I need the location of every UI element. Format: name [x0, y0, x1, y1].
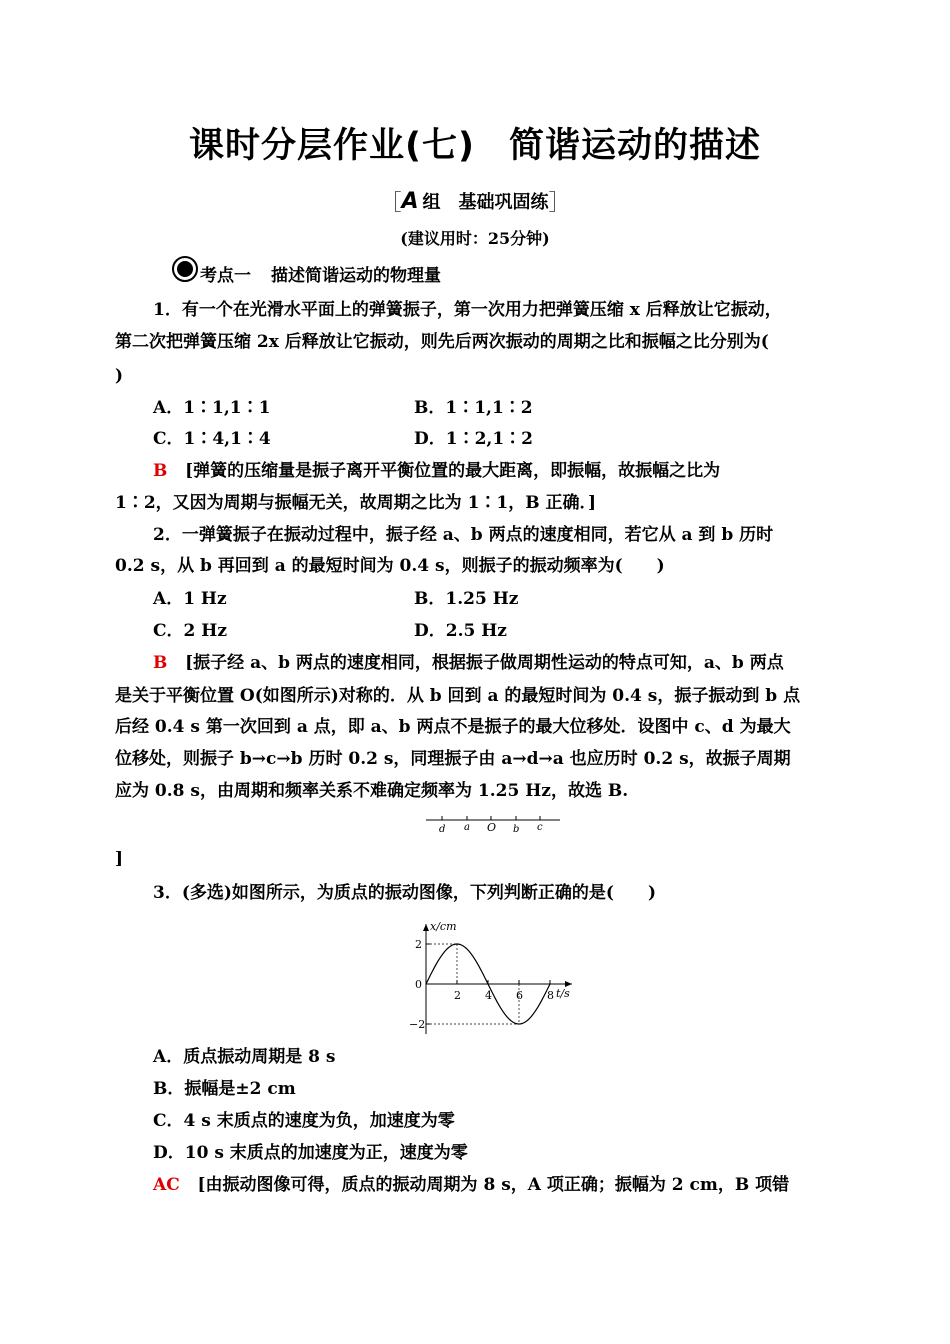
q2-line1: 2．一弹簧振子在振动过程中，振子经 a、b 两点的速度相同，若它从 a 到 b 历时: [153, 525, 774, 545]
q2-explanation-line2: 是关于平衡位置 O(如图所示)对称的．从 b 回到 a 的最短时间为 0.4 s，振子振动到 b 点: [115, 686, 801, 706]
title-sub: 简谐运动的描述: [508, 126, 761, 166]
q1-line2: 第二次把弹簧压缩 2x 后释放让它振动，则先后两次振动的周期之比和振幅之比分别为(: [115, 332, 769, 352]
q2-option-d: D．2.5 Hz: [414, 621, 507, 641]
q3-line1: 3．(多选)如图所示，为质点的振动图像，下列判断正确的是( ): [153, 883, 657, 903]
kaodian-heading: [172, 260, 441, 286]
q2-option-a: A．1 Hz: [153, 589, 227, 609]
q1-explanation-line1: [153, 460, 720, 482]
y-tick-label: 0: [415, 978, 422, 991]
q3-option-b: B．振幅是±2 cm: [153, 1079, 296, 1099]
q3-explanation-line1: [153, 1174, 789, 1196]
q2-explanation-close: ]: [115, 849, 124, 869]
q2-explanation-line1: [153, 652, 784, 674]
y-tick-label: −2: [409, 1018, 426, 1031]
q3-option-a: A．质点振动周期是 8 s: [153, 1047, 336, 1067]
group-text: 组 基础巩固练: [422, 192, 549, 213]
x-axis-label: t/s: [556, 987, 570, 1000]
q3-option-c: C．4 s 末质点的速度为负，加速度为零: [153, 1111, 455, 1131]
x-tick-label: 4: [485, 989, 492, 1002]
q1-option-d: D．1∶2,1∶2: [414, 429, 533, 449]
group-letter: A: [401, 189, 419, 214]
q2-option-c: C．2 Hz: [153, 621, 227, 641]
y-axis-label: x/cm: [430, 920, 457, 933]
q1-line1: 1．有一个在光滑水平面上的弹簧振子，第一次用力把弹簧压缩 x 后释放让它振动，: [153, 300, 782, 320]
title-main: 课时分层作业(七): [188, 126, 475, 166]
group-label: ［A 组 基础巩固练］: [379, 189, 571, 216]
q3-expl-text1: [由振动图像可得，质点的振动周期为 8 s，A 项正确；振幅为 2 cm，B 项错: [197, 1175, 790, 1195]
q2-explanation-line4: 位移处，则振子 b→c→b 历时 0.2 s，同理振子由 a→d→a 也应历时 0.2 s，故振子周期: [115, 749, 791, 769]
label-c: c: [537, 822, 543, 833]
bullet-icon: [172, 256, 198, 282]
y-tick-label: 2: [415, 938, 422, 951]
page-title: [0, 118, 950, 168]
q3-answer: AC: [153, 1175, 180, 1195]
q2-explanation-line5: 应为 0.8 s，由周期和频率关系不难确定频率为 1.25 Hz，故选 B.: [115, 781, 629, 801]
label-d: d: [439, 824, 446, 835]
label-a: a: [464, 822, 470, 833]
label-O: O: [487, 821, 497, 834]
q1-expl-text1: [弹簧的压缩量是振子离开平衡位置的最大距离，即振幅，故振幅之比为: [185, 461, 721, 481]
y-axis-arrow: [423, 924, 429, 931]
q1-option-a: A．1∶1,1∶1: [153, 398, 271, 418]
suggested-time: (建议用时：25分钟): [400, 229, 550, 248]
kaodian-text: 描述简谐运动的物理量: [271, 265, 441, 286]
q1-line3: ): [115, 366, 124, 386]
q2-explanation-line3: 后经 0.4 s 第一次回到 a 点，即 a、b 两点不是振子的最大位移处．设图中 c、d 为最大: [115, 717, 791, 737]
q1-answer: B: [153, 461, 168, 481]
oscillator-diagram: [424, 812, 564, 838]
x-tick-label: 6: [516, 989, 523, 1002]
q3-option-d: D．10 s 末质点的加速度为正，速度为零: [153, 1143, 468, 1163]
q1-explanation-line2: 1∶2，又因为周期与振幅无关，故周期之比为 1∶1，B 正确．]: [115, 493, 597, 513]
x-tick-label: 8: [547, 989, 554, 1002]
q2-answer: B: [153, 653, 168, 673]
q2-line2: 0.2 s，从 b 再回到 a 的最短时间为 0.4 s，则振子的振动频率为( ): [115, 556, 665, 576]
q2-option-b: B．1.25 Hz: [414, 589, 519, 609]
q1-option-c: C．1∶4,1∶4: [153, 429, 271, 449]
x-tick-label: 2: [454, 989, 461, 1002]
q1-option-b: B．1∶1,1∶2: [414, 398, 533, 418]
q2-expl-text1: [振子经 a、b 两点的速度相同，根据振子做周期性运动的特点可知，a、b 两点: [185, 653, 784, 673]
label-b: b: [513, 824, 520, 835]
vibration-graph: [400, 916, 590, 1034]
kaodian-num: 考点一: [200, 265, 251, 286]
